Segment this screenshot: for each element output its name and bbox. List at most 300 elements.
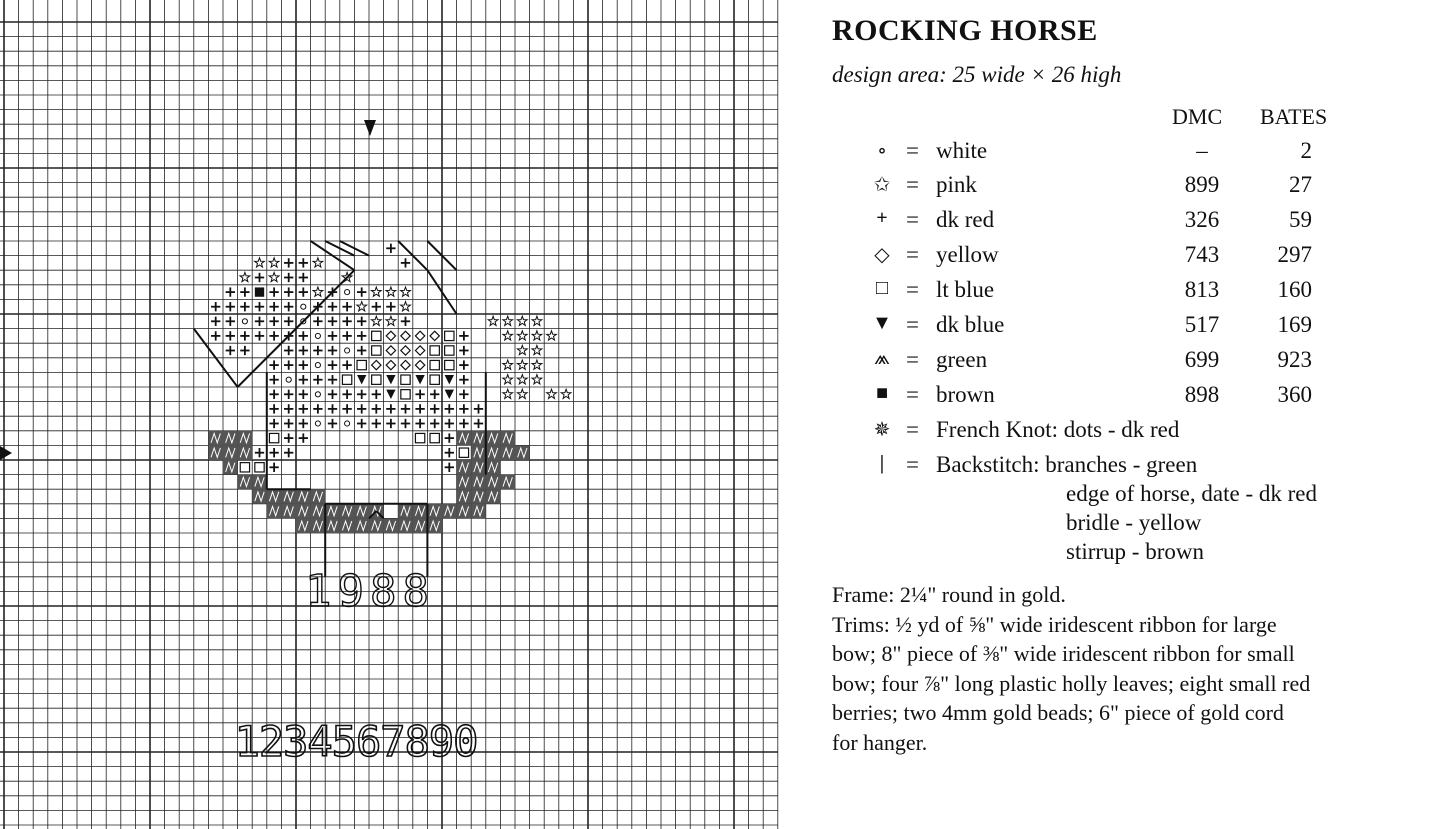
stitch-plus xyxy=(445,404,454,413)
stitch-diamond xyxy=(401,360,410,369)
stitch-green xyxy=(296,489,311,504)
legend-row-white xyxy=(832,138,1432,172)
stitch-plus xyxy=(372,419,381,428)
legend-dmc-value: 899 xyxy=(1184,172,1220,197)
stitch-green xyxy=(471,445,486,460)
stitch-plus xyxy=(240,331,249,340)
stitch-plus xyxy=(299,258,308,267)
stitch-green xyxy=(486,489,501,504)
stitch-diamond xyxy=(401,331,410,340)
stitch-plus xyxy=(386,419,395,428)
center-arrow-left-icon xyxy=(0,446,12,460)
stitch-dot xyxy=(315,363,320,368)
legend-dmc-value: – xyxy=(1196,138,1208,163)
stitch-plus xyxy=(255,331,264,340)
legend-dmc-value: 326 xyxy=(1184,207,1220,232)
stitch-plus xyxy=(299,419,308,428)
legend-row-pink xyxy=(832,172,1432,206)
stitch-green xyxy=(311,504,326,519)
stitch-plus xyxy=(284,360,293,369)
stitch-green xyxy=(325,504,340,519)
stitch-dot xyxy=(315,333,320,338)
stitch-green xyxy=(223,445,238,460)
stitch-plus xyxy=(342,302,351,311)
stitch-square xyxy=(401,375,410,384)
stitch-plus xyxy=(226,331,235,340)
stitch-green xyxy=(471,489,486,504)
stitch-dot xyxy=(301,304,306,309)
stitch-plus xyxy=(299,390,308,399)
legend-bates-value: 160 xyxy=(1277,277,1312,302)
stitch-square xyxy=(445,360,454,369)
stitch-star xyxy=(532,316,542,325)
legend-dmc-value: 699 xyxy=(1184,347,1220,372)
stitch-green xyxy=(442,504,457,519)
stitch-tri xyxy=(445,390,454,399)
legend-equals: = xyxy=(906,312,919,337)
stitch-green xyxy=(281,489,296,504)
stitch-plus xyxy=(328,360,337,369)
stitch-plus xyxy=(299,331,308,340)
stitch-plus xyxy=(284,346,293,355)
stitch-diamond xyxy=(415,360,424,369)
stitch-plus xyxy=(226,302,235,311)
stitch-plus xyxy=(401,258,410,267)
star-icon: ✩ xyxy=(873,174,891,196)
stitch-plus xyxy=(459,419,468,428)
stitch-plus xyxy=(430,404,439,413)
stitch-plus xyxy=(328,331,337,340)
trims-note-line: for hanger. xyxy=(832,729,928,755)
stitch-star xyxy=(357,302,367,311)
stitch-green xyxy=(413,504,428,519)
stitch-dot xyxy=(315,421,320,426)
stitch-dot xyxy=(242,319,247,324)
legend-color-name: pink xyxy=(936,172,977,197)
legend-row-dk-blue xyxy=(832,312,1432,346)
stitch-star xyxy=(269,272,279,281)
trims-note-line: bow; four ⅞" long plastic holly leaves; eight small red xyxy=(832,670,1311,696)
stitch-green xyxy=(486,431,501,446)
stitch-plus xyxy=(445,448,454,457)
stitch-green xyxy=(500,445,515,460)
legend-dmc-value: 743 xyxy=(1184,242,1220,267)
stitch-green xyxy=(471,431,486,446)
stitch-green xyxy=(252,475,267,490)
legend-equals: = xyxy=(906,172,919,197)
plus-icon: + xyxy=(876,207,888,229)
legend-row-dk-red xyxy=(832,207,1432,241)
stitch-green xyxy=(457,475,472,490)
stitch-green xyxy=(413,518,428,533)
stitch-plus xyxy=(430,419,439,428)
stitch-square xyxy=(430,433,439,442)
stitch-plus xyxy=(459,375,468,384)
stitch-plus xyxy=(415,390,424,399)
backstitch-icon: | xyxy=(879,452,885,474)
stitch-plus xyxy=(299,273,308,282)
stitch-plus xyxy=(284,287,293,296)
stitch-dot xyxy=(345,421,350,426)
stitch-plus xyxy=(386,244,395,253)
stitch-plus xyxy=(255,302,264,311)
stitch-plus xyxy=(357,419,366,428)
legend-backstitch-text: Backstitch: branches - green xyxy=(936,452,1198,477)
stitch-plus xyxy=(313,317,322,326)
legend-equals: = xyxy=(906,242,919,267)
stitch-plus xyxy=(445,433,454,442)
stitch-green xyxy=(486,475,501,490)
stitch-plus xyxy=(284,448,293,457)
legend-row-brown xyxy=(832,382,1432,416)
stitch-square xyxy=(240,463,249,472)
stitch-plus xyxy=(372,390,381,399)
stitch-green xyxy=(354,518,369,533)
trims-note-line: Trims: ½ yd of ⅝" wide iridescent ribbon for large xyxy=(832,611,1277,637)
stitch-green xyxy=(457,489,472,504)
stitch-plus xyxy=(342,317,351,326)
open-circle-icon: ∘ xyxy=(877,140,887,162)
stitch-plus xyxy=(459,331,468,340)
legend-dmc-value: 898 xyxy=(1184,382,1220,407)
stitch-star xyxy=(386,316,396,325)
stitch-star xyxy=(503,331,513,340)
pattern-title: ROCKING HORSE xyxy=(832,14,1098,47)
stitch-plus xyxy=(226,317,235,326)
stitch-dot xyxy=(345,290,350,295)
stitch-star xyxy=(517,316,527,325)
legend-bates-value: 27 xyxy=(1289,172,1312,197)
legend-equals: = xyxy=(906,417,919,442)
stitch-plus xyxy=(313,404,322,413)
stitch-green xyxy=(238,475,253,490)
stitch-green xyxy=(311,518,326,533)
stitch-square xyxy=(430,375,439,384)
stitch-diamond xyxy=(386,331,395,340)
stitch-plus xyxy=(269,331,278,340)
stitch-plus xyxy=(226,346,235,355)
stitch-diamond xyxy=(415,331,424,340)
stitch-green xyxy=(427,504,442,519)
stitch-plus xyxy=(459,404,468,413)
stitch-diamond xyxy=(430,331,439,340)
stitch-plus xyxy=(357,331,366,340)
stitch-plus xyxy=(269,360,278,369)
stitch-square xyxy=(430,360,439,369)
stitch-plus xyxy=(284,317,293,326)
stitch-plus xyxy=(459,346,468,355)
stitch-star xyxy=(517,331,527,340)
stitch-plus xyxy=(474,419,483,428)
stitch-plus xyxy=(313,375,322,384)
stitch-green xyxy=(427,518,442,533)
stitch-green xyxy=(281,504,296,519)
stitch-plus xyxy=(415,419,424,428)
stitch-plus xyxy=(240,346,249,355)
legend-color-name: lt blue xyxy=(936,277,995,302)
stitch-green xyxy=(500,431,515,446)
stitch-plus xyxy=(226,287,235,296)
stitch-square xyxy=(342,375,351,384)
stitch-plus xyxy=(269,302,278,311)
materials-notes xyxy=(832,580,1445,757)
stitch-square xyxy=(459,448,468,457)
stitch-brown xyxy=(255,287,264,296)
legend-bates-value: 169 xyxy=(1277,312,1312,337)
stitch-green xyxy=(223,431,238,446)
stitch-plus xyxy=(240,287,249,296)
stitch-dot xyxy=(315,392,320,397)
green-hatch-icon: ⩕ xyxy=(874,347,890,369)
stitch-plus xyxy=(299,433,308,442)
stitch-tri xyxy=(386,390,395,399)
frame-note: Frame: 2¼" round in gold. xyxy=(832,582,1066,607)
legend-equals: = xyxy=(906,138,919,163)
stitch-green xyxy=(486,460,501,475)
diamond-icon: ◇ xyxy=(874,244,890,266)
stitch-green xyxy=(486,445,501,460)
stitch-plus xyxy=(240,302,249,311)
stitch-green xyxy=(384,518,399,533)
stitch-green xyxy=(223,460,238,475)
stitch-star xyxy=(503,375,513,384)
stitch-plus xyxy=(445,419,454,428)
stitch-plus xyxy=(386,302,395,311)
stitch-green xyxy=(471,460,486,475)
stitch-plus xyxy=(328,390,337,399)
stitch-plus xyxy=(328,404,337,413)
chart-year-text: 1988 xyxy=(305,566,435,617)
stitch-plus xyxy=(401,419,410,428)
legend-row-green xyxy=(832,347,1432,381)
legend-bates-value: 59 xyxy=(1289,207,1312,232)
stitch-plus xyxy=(269,390,278,399)
stitch-square xyxy=(430,346,439,355)
stitch-star xyxy=(269,258,279,267)
stitch-plus xyxy=(211,302,220,311)
stitch-plus xyxy=(459,390,468,399)
stitch-plus xyxy=(299,360,308,369)
stitch-star xyxy=(371,316,381,325)
legend-color-name: white xyxy=(936,138,988,163)
stitch-plus xyxy=(313,346,322,355)
stitch-plus xyxy=(269,375,278,384)
stitch-plus xyxy=(284,390,293,399)
stitch-star xyxy=(313,258,323,267)
stitch-plus xyxy=(474,404,483,413)
stitch-plus xyxy=(328,346,337,355)
stitch-plus xyxy=(255,273,264,282)
legend-dmc-value: 517 xyxy=(1184,312,1220,337)
stitch-plus xyxy=(269,463,278,472)
legend-bates-value: 360 xyxy=(1277,382,1312,407)
stitch-green xyxy=(252,489,267,504)
stitch-star xyxy=(547,331,557,340)
stitch-plus xyxy=(401,404,410,413)
legend-row-lt-blue xyxy=(832,277,1432,311)
stitch-star xyxy=(401,302,411,311)
stitch-plus xyxy=(328,375,337,384)
stitch-star xyxy=(386,287,396,296)
stitch-plus xyxy=(430,390,439,399)
stitch-plus xyxy=(357,404,366,413)
legend-color-name: green xyxy=(936,347,988,372)
stitch-square xyxy=(372,346,381,355)
legend-color-name: yellow xyxy=(936,242,999,267)
center-arrow-top-icon xyxy=(364,120,376,136)
stitch-green xyxy=(515,445,530,460)
filled-square-icon: ■ xyxy=(875,382,889,404)
backstitch-detail: stirrup - brown xyxy=(1066,539,1204,564)
stitch-plus xyxy=(342,390,351,399)
chart-numbers-text: 1234567890 xyxy=(234,717,478,766)
stitch-green xyxy=(325,518,340,533)
stitch-diamond xyxy=(386,360,395,369)
trims-note-line: bow; 8" piece of ⅜" wide iridescent ribbon for small xyxy=(832,641,1295,666)
stitch-green xyxy=(296,518,311,533)
stitch-plus xyxy=(284,404,293,413)
stitch-star xyxy=(517,360,527,369)
stitch-star xyxy=(503,389,513,398)
stitch-diamond xyxy=(372,360,381,369)
stitch-square xyxy=(372,331,381,340)
stitch-plus xyxy=(255,448,264,457)
legend-color-name: brown xyxy=(936,382,995,407)
stitch-plus xyxy=(459,360,468,369)
stitch-green xyxy=(238,431,253,446)
stitch-tri xyxy=(386,375,395,384)
bates-column-header: BATES xyxy=(1260,104,1328,129)
legend-bates-value: 297 xyxy=(1277,242,1312,267)
stitch-plus xyxy=(299,346,308,355)
stitch-plus xyxy=(284,258,293,267)
stitch-square xyxy=(401,390,410,399)
stitch-green xyxy=(238,445,253,460)
stitch-green xyxy=(369,518,384,533)
stitch-plus xyxy=(284,302,293,311)
stitch-plus xyxy=(401,317,410,326)
stitch-plus xyxy=(211,317,220,326)
legend-row-french-knot xyxy=(832,417,1432,451)
stitch-plus xyxy=(269,317,278,326)
stitch-plus xyxy=(342,331,351,340)
stitch-plus xyxy=(342,360,351,369)
stitch-square xyxy=(372,375,381,384)
legend-french-knot-text: French Knot: dots - dk red xyxy=(936,417,1180,442)
legend-row-yellow xyxy=(832,242,1432,276)
legend-equals: = xyxy=(906,347,919,372)
stitch-plus xyxy=(269,419,278,428)
stitch-star xyxy=(561,389,571,398)
stitch-tri xyxy=(415,375,424,384)
stitch-tri xyxy=(357,375,366,384)
design-area-text: design area: 25 wide × 26 high xyxy=(832,62,1122,87)
open-square-icon: □ xyxy=(875,277,889,299)
stitch-plus xyxy=(255,317,264,326)
stitch-green xyxy=(500,475,515,490)
legend-dmc-value: 813 xyxy=(1184,277,1220,302)
stitch-plus xyxy=(342,404,351,413)
stitch-square xyxy=(415,433,424,442)
stitch-plus xyxy=(269,448,278,457)
backstitch-detail: bridle - yellow xyxy=(1066,510,1202,535)
stitch-green xyxy=(457,460,472,475)
stitch-plus xyxy=(269,404,278,413)
legend-equals: = xyxy=(906,382,919,407)
legend-equals: = xyxy=(906,277,919,302)
stitch-plus xyxy=(415,404,424,413)
stitch-plus xyxy=(357,390,366,399)
stitch-plus xyxy=(299,375,308,384)
stitch-star xyxy=(532,360,542,369)
stitch-star xyxy=(401,287,411,296)
stitch-plus xyxy=(357,346,366,355)
stitch-plus xyxy=(284,433,293,442)
stitch-green xyxy=(457,504,472,519)
legend-bates-value: 2 xyxy=(1300,138,1312,163)
stitch-green xyxy=(267,489,282,504)
stitch-plus xyxy=(328,419,337,428)
stitch-tri xyxy=(445,375,454,384)
stitch-green xyxy=(208,431,223,446)
stitch-green xyxy=(208,445,223,460)
stitch-plus xyxy=(372,302,381,311)
stitch-star xyxy=(503,360,513,369)
stitch-plus xyxy=(372,404,381,413)
stitch-star xyxy=(240,272,250,281)
stitch-plus xyxy=(328,302,337,311)
stitch-dot xyxy=(345,348,350,353)
stitch-square xyxy=(255,463,264,472)
stitch-star xyxy=(517,375,527,384)
stitch-plus xyxy=(284,419,293,428)
backstitch-detail: edge of horse, date - dk red xyxy=(1066,481,1317,506)
stitch-star xyxy=(532,345,542,354)
stitch-square xyxy=(357,360,366,369)
stitch-star xyxy=(255,258,265,267)
stitch-star xyxy=(371,287,381,296)
stitch-green xyxy=(296,504,311,519)
stitch-diamond xyxy=(401,346,410,355)
stitch-plus xyxy=(211,331,220,340)
stitch-green xyxy=(471,475,486,490)
french-knot-icon: ✵ xyxy=(873,419,891,441)
legend-bates-value: 923 xyxy=(1277,347,1312,372)
stitch-plus xyxy=(328,317,337,326)
stitch-green xyxy=(398,518,413,533)
stitch-plus xyxy=(269,287,278,296)
down-triangle-icon: ▼ xyxy=(872,312,892,334)
stitch-diamond xyxy=(386,346,395,355)
stitch-green xyxy=(311,489,326,504)
stitch-plus xyxy=(357,287,366,296)
stitch-star xyxy=(488,316,498,325)
stitch-plus xyxy=(299,287,308,296)
stitch-star xyxy=(517,345,527,354)
stitch-plus xyxy=(299,404,308,413)
stitch-green xyxy=(457,431,472,446)
stitch-green xyxy=(340,504,355,519)
stitch-square xyxy=(269,433,278,442)
stitch-star xyxy=(313,287,323,296)
stitch-plus xyxy=(284,273,293,282)
stitch-star xyxy=(503,316,513,325)
stitch-star xyxy=(547,389,557,398)
stitch-plus xyxy=(386,404,395,413)
stitch-square xyxy=(445,346,454,355)
stitch-green xyxy=(398,504,413,519)
stitch-star xyxy=(517,389,527,398)
